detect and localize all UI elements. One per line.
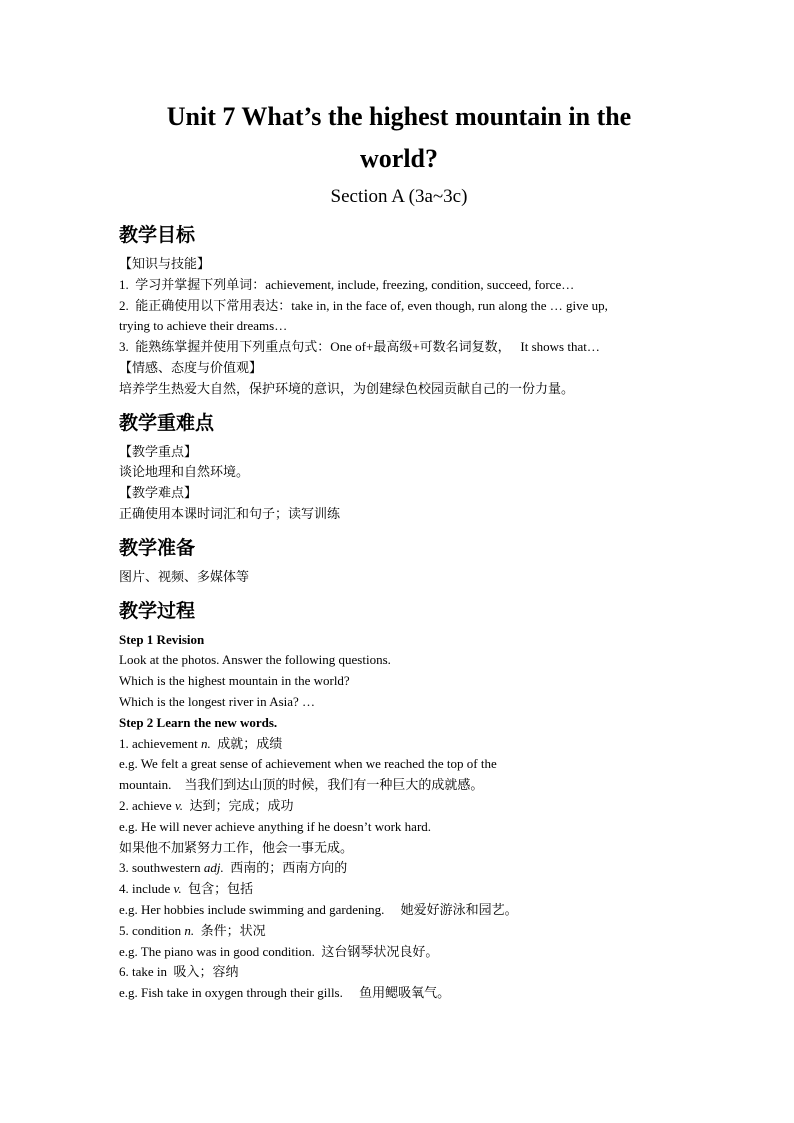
word-2-example-line-2: 如果他不加紧努力工作，他会一事无成。 <box>119 839 354 855</box>
word-1-term: 1. achievement <box>119 735 201 751</box>
word-6-entry <box>119 962 679 983</box>
word-5-definition: 条件；状况 <box>194 922 266 938</box>
word-5-example: e.g. The piano was in good condition. 这台钢琴状况良好。 <box>119 943 439 959</box>
emotion-label: 【情感、态度与价值观】 <box>119 359 263 375</box>
word-3-entry <box>119 858 679 879</box>
word-1-example-line-1: e.g. We felt a great sense of achievement when we reached the top of the <box>119 756 497 772</box>
heading-preparation: 教学准备 <box>119 536 196 559</box>
step-1-line-1: Look at the photos. Answer the following questions. <box>119 652 391 668</box>
word-5-entry <box>119 921 679 942</box>
word-3-term: 3. southwestern <box>119 860 204 876</box>
goal-item-2-line-2: trying to achieve their dreams… <box>119 318 288 334</box>
goal-item-2-line-1: 2. 能正确使用以下常用表达：take in, in the face of, even though, run along the … give up, <box>119 297 608 313</box>
word-6-term: 6. take in <box>119 964 174 980</box>
title-line-2: world? <box>360 144 438 173</box>
word-4-pos: v. <box>173 881 182 897</box>
step-1-line-3: Which is the longest river in Asia? … <box>119 693 316 709</box>
word-4-example: e.g. Her hobbies include swimming and gardening. 她爱好游泳和园艺。 <box>119 901 518 917</box>
focus-text: 谈论地理和自然环境。 <box>119 464 250 480</box>
difficulty-label: 【教学难点】 <box>119 485 198 501</box>
knowledge-label: 【知识与技能】 <box>119 256 211 271</box>
word-1-entry <box>119 734 679 755</box>
step-1-line-2: Which is the highest mountain in the world? <box>119 673 350 689</box>
word-6-definition: 吸入；容纳 <box>173 964 239 980</box>
word-5-pos: n. <box>184 922 195 938</box>
goal-item-1: 1. 学习并掌握下列单词：achievement, include, freezing, condition, succeed, force… <box>119 276 575 292</box>
focus-label: 【教学重点】 <box>119 443 198 459</box>
subtitle: Section A (3a~3c) <box>330 186 468 207</box>
preparation-text: 图片、视频、多媒体等 <box>119 568 250 584</box>
word-3-pos: adj. <box>203 860 224 876</box>
word-2-definition: 达到；完成；成功 <box>183 797 294 813</box>
word-2-term: 2. achieve <box>119 797 175 813</box>
goal-item-3: 3. 能熟练掌握并使用下列重点句式：One of+最高级+可数名词复数， It shows that… <box>119 339 600 355</box>
step-2-title: Step 2 Learn the new words. <box>119 714 278 730</box>
step-1-title: Step 1 Revision <box>119 631 205 647</box>
word-1-pos: n. <box>200 735 211 751</box>
heading-key-points: 教学重难点 <box>119 411 215 434</box>
word-5-term: 5. condition <box>119 922 185 938</box>
word-4-entry <box>119 879 679 900</box>
emotion-text: 培养学生热爱大自然，保护环境的意识，为创建绿色校园贡献自己的一份力量。 <box>119 380 575 396</box>
title-line-1: Unit 7 What’s the highest mountain in the <box>166 102 632 131</box>
word-1-definition: 成就；成绩 <box>210 735 283 751</box>
word-3-definition: 西南的；西南方向的 <box>223 860 348 876</box>
word-2-pos: v. <box>174 797 184 813</box>
word-2-entry <box>119 796 679 817</box>
heading-teaching-goals: 教学目标 <box>119 224 196 246</box>
difficulty-text: 正确使用本课时词汇和句子；读写训练 <box>119 505 341 521</box>
word-4-definition: 包含；包括 <box>181 881 254 897</box>
word-1-example-line-2: mountain. 当我们到达山顶的时候，我们有一种巨大的成就感。 <box>119 777 484 793</box>
heading-process: 教学过程 <box>119 599 196 622</box>
word-4-term: 4. include <box>119 881 174 897</box>
document-content <box>119 96 679 1004</box>
word-6-example: e.g. Fish take in oxygen through their gills. 鱼用鳃吸氧气。 <box>119 985 451 1001</box>
word-2-example-line-1: e.g. He will never achieve anything if he doesn’t work hard. <box>119 818 432 834</box>
